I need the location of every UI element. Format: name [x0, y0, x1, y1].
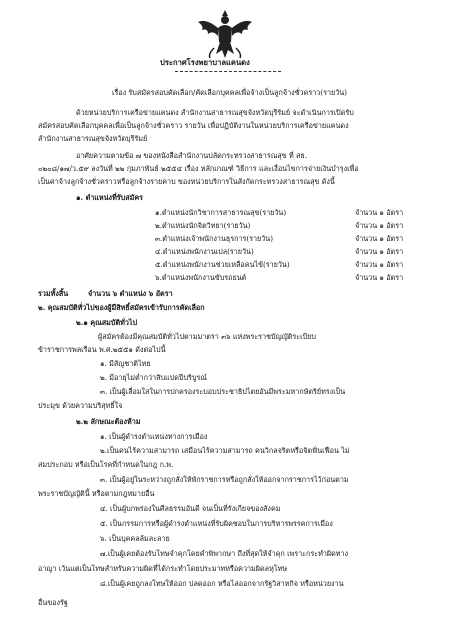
garuda-emblem-icon: [196, 8, 254, 60]
section2-heading: ๒. คุณสมบัติทั่วไปของผู้มีสิทธิ์สมัครเข้ารับการคัดเลือก: [38, 303, 205, 312]
qualification-line: ประมุข ด้วยความบริสุทธิ์ใจ: [38, 401, 123, 410]
prohibition-line: อื่นของรัฐ: [38, 598, 68, 607]
position-label: ๒.ตำแหน่งนักจิตวิทยา(รายวัน): [155, 221, 251, 230]
qualification-line: ๓. เป็นผู้เลื่อมใสในการปกครองระบอบประชาธิปไตยอันมีพระมหากษัตริย์ทรงเป็น: [100, 387, 346, 396]
prohibition-line: สมประกอบ หรือเป็นโรคที่กำหนดในกฎ ก.พ.: [38, 460, 174, 469]
position-label: ๕.ตำแหน่งพนักงานช่วยเหลือคนไข้(รายวัน): [155, 260, 290, 269]
position-count: จำนวน ๑ อัตรา: [355, 247, 404, 256]
position-count: จำนวน ๑ อัตรา: [355, 260, 404, 269]
intro-line: สำนักงานสาธารณสุขจังหวัดบุรีรัมย์: [38, 134, 148, 143]
prohibition-line: ๕. เป็นกรรมการหรือผู้ดำรงตำแหน่งที่รับผิดชอบในการบริหารพรรคการเมือง: [100, 519, 333, 528]
prohibition-line: ๖. เป็นบุคคลล้มละลาย: [100, 534, 170, 543]
section2-1-heading: ๒.๑ คุณสมบัติทั่วไป: [76, 318, 138, 327]
prohibition-line: ๑. เป็นผู้ดำรงตำแหน่งทางการเมือง: [100, 432, 208, 441]
section1-heading: ๑. ตำแหน่งที่รับสมัคร: [76, 193, 144, 202]
position-label: ๔.ตำแหน่งพนักงานเปล(รายวัน): [155, 247, 254, 256]
title-divider: [175, 71, 281, 72]
subject-line: เรื่อง รับสมัครสอบคัดเลือก/คัดเลือกบุคคลเพื่อจ้างเป็นลูกจ้างชั่วคราว(รายวัน): [112, 88, 347, 97]
position-label: ๖.ตำแหน่งพนักงานขับรถยนต์: [155, 273, 247, 282]
position-label: ๑.ตำแหน่งนักวิชาการสาธารณสุข(รายวัน): [155, 208, 287, 217]
announcement-title: ประกาศโรงพยาบาลแคนดง: [160, 58, 250, 67]
total-label: รวมทั้งสิ้น: [38, 289, 69, 298]
intro-line: ๐๒๐๘/๑๗/ว.๕๙ ลงวันที่ ๒๒ กุมภาพันธ์ ๒๕๕๔ เรื่อง หลักเกณฑ์ วิธีการ และเงื่อนไขการจ่ายเงินบำรุงเพื่อ: [38, 164, 359, 173]
intro-line: ด้วยหน่วยบริการเครือข่ายแคนดง สำนักงานสาธารณสุขจังหวัดบุรีรัมย์ จะดำเนินการเปิดรับ: [76, 108, 354, 117]
prohibition-line: ๒.เป็นคนไร้ความสามารถ เสมือนไร้ความสามารถ คนวิกลจริตหรือจิตฟั่นเฟือน ไม่: [100, 446, 350, 455]
prohibition-line: ๘.เป็นผู้เคยถูกลงโทษให้ออก ปลดออก หรือไล่ออกจากรัฐวิสาหกิจ หรือหน่วยงาน: [100, 579, 344, 588]
qualification-line: ข้าราชการพลเรือน พ.ศ.๒๕๕๑ ดังต่อไปนี้: [38, 345, 166, 354]
prohibition-line: ๔. เป็นผู้บกพร่องในศีลธรรมอันดี จนเป็นที่รังเกียจของสังคม: [100, 504, 281, 513]
intro-line: สมัครสอบคัดเลือกบุคคลเพื่อเป็นลูกจ้างชั่วคราว รายวัน เพื่อปฏิบัติงานในหน่วยบริการเครือข่ายแคนดง: [38, 121, 349, 130]
prohibition-line: ๗.เป็นผู้เคยต้องรับโทษจำคุกโดยคำพิพากษา ถึงที่สุดให้จำคุก เพราะกระทำผิดทาง: [100, 549, 349, 558]
total-value: จำนวน ๖ ตำแหน่ง ๖ อัตรา: [88, 289, 173, 298]
prohibition-line: พระราชบัญญัตินี้ หรือตามกฎหมายอื่น: [38, 489, 155, 498]
prohibition-line: ๓. เป็นผู้อยู่ในระหว่างถูกสั่งให้พักราชการหรือถูกสั่งให้ออกจากราชการไว้ก่อนตาม: [100, 475, 349, 484]
intro-line: อาศัยความตามข้อ ๗ ของหนังสือสำนักงานปลัดกระทรวงสาธารณสุข ที่ สธ.: [76, 151, 308, 160]
prohibition-line: อาญา เว้นแต่เป็นโทษสำหรับความผิดที่ได้กระทำโดยประมาทหรือความผิดลหุโทษ: [38, 564, 288, 573]
section2-2-heading: ๒.๒ ลักษณะต้องห้าม: [76, 417, 141, 426]
position-count: จำนวน ๑ อัตรา: [355, 208, 404, 217]
qualification-line: ผู้สมัครต้องมีคุณสมบัติทั่วไปตามมาตรา ๓๖ แห่งพระราชบัญญัติระเบียบ: [98, 332, 316, 341]
intro-line: เป็นค่าจ้างลูกจ้างชั่วคราวหรือลูกจ้างรายคาบ ของหน่วยบริการในสังกัดกระทรวงสาธารณสุข ดังนี้: [38, 177, 335, 186]
position-count: จำนวน ๑ อัตรา: [355, 273, 404, 282]
position-label: ๓.ตำแหน่งเจ้าพนักงานธุรการ(รายวัน): [155, 234, 274, 243]
qualification-line: ๑. มีสัญชาติไทย: [100, 359, 151, 368]
qualification-line: ๒. มีอายุไม่ต่ำกว่าสิบแปดปีบริบูรณ์: [100, 373, 207, 382]
position-count: จำนวน ๑ อัตรา: [355, 221, 404, 230]
position-count: จำนวน ๑ อัตรา: [355, 234, 404, 243]
